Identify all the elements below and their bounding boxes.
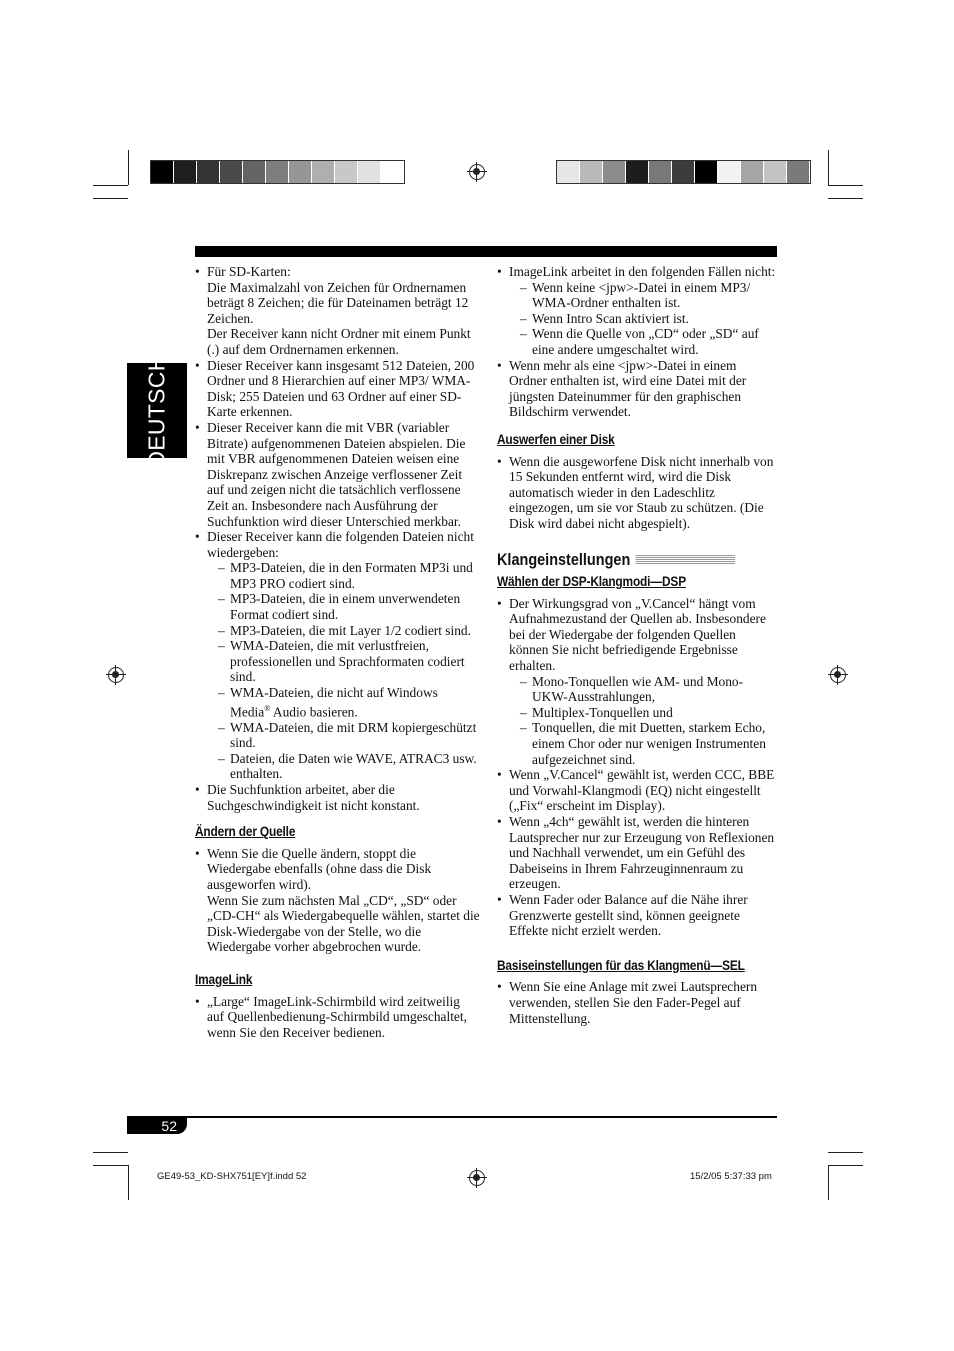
list-item: • Dieser Receiver kann die folgenden Dateien nicht wiedergeben: – MP3-Dateien, die in den Formaten MP3i und MP3 PRO codiert sind. – MP3-Dateien, die in einem unverwendeten Format codiert sind. – MP3-Dateien, die mit Layer 1/2 codiert sind. – WMA-Dateien, die mit verlustfreien, professionellen und Sprachformaten codiert sind. – WMA-Dateien, die nicht auf Windows Media® Audio basieren. – WMA-Dateien, die mit DRM kopiergeschützt sind. – Dateien, die Daten wie WAVE, ATRAC3 usw. enthalten. xyxy=(195,529,480,782)
crop-mark xyxy=(93,1152,128,1153)
footer-timestamp: 15/2/05 5:37:33 pm xyxy=(690,1171,772,1182)
crop-mark xyxy=(128,150,129,185)
section-title-auswerfen: Auswerfen einer Disk xyxy=(497,430,615,447)
list-item: • Für SD-Karten: Die Maximalzahl von Zeichen für Ordnernamen beträgt 8 Zeichen; die für Dateinamen beträgt 12 Zeichen. Der Receiver kann nicht Ordner mit einem Punkt (.) auf dem Ordnernamen erkennen. xyxy=(195,264,480,358)
color-bar-left xyxy=(150,160,405,184)
crop-mark xyxy=(93,1165,128,1166)
list-item: • Wenn Sie eine Anlage mit zwei Lautsprechern verwenden, stellen Sie den Fader-Pegel auf Mittenstellung. xyxy=(497,979,777,1026)
list-item: • Dieser Receiver kann die mit VBR (variabler Bitrate) aufgenommenen Dateien abspielen. Die mit VBR aufgenommenen Dateien weisen eine Diskrepanz zwischen Anzeige verflossener Zeit auf und zeigen nicht die tatsächlich verflossene Zeit an. Insbesondere nach Ausführung der Suchfunktion wird dieser Unterschied merkbar. xyxy=(195,420,480,529)
color-patch xyxy=(312,161,335,183)
sub-list-item: – WMA-Dateien, die nicht auf Windows Media® Audio basieren. xyxy=(207,685,480,720)
color-patch xyxy=(151,161,174,183)
color-patch xyxy=(174,161,197,183)
color-patch xyxy=(266,161,289,183)
heading-stripe xyxy=(635,554,735,564)
section-title-sel: Basiseinstellungen für das Klangmenü—SEL xyxy=(497,956,745,973)
color-patch xyxy=(603,161,626,183)
crop-mark xyxy=(828,185,863,186)
sub-list-item: – MP3-Dateien, die in einem unverwendeten Format codiert sind. xyxy=(207,591,480,622)
color-patch xyxy=(220,161,243,183)
color-patch xyxy=(335,161,358,183)
crop-mark xyxy=(828,1165,863,1166)
section-title-quelle: Ändern der Quelle xyxy=(195,823,296,840)
crop-mark xyxy=(828,198,863,199)
color-patch xyxy=(289,161,312,183)
section-title-klangeinstellungen: Klangeinstellungen xyxy=(497,552,735,568)
color-patch xyxy=(557,161,580,183)
list-item: • Wenn „V.Cancel“ gewählt ist, werden CCC, BBE und Vorwahl-Klangmodi (EQ) nicht eingestellt („Fix“ erscheint im Display). xyxy=(497,767,777,814)
sub-list-item: – Dateien, die Daten wie WAVE, ATRAC3 usw. enthalten. xyxy=(207,751,480,782)
sub-list-item: – MP3-Dateien, die in den Formaten MP3i und MP3 PRO codiert sind. xyxy=(207,560,480,591)
color-patch xyxy=(764,161,787,183)
color-patch xyxy=(741,161,764,183)
crop-mark xyxy=(128,1165,129,1200)
color-patch xyxy=(649,161,672,183)
sub-list-item: – WMA-Dateien, die mit DRM kopiergeschützt sind. xyxy=(207,720,480,751)
list-item: • Wenn „4ch“ gewählt ist, werden die hinteren Lautsprecher nur zur Erzeugung von Reflexionen und Nachhall verwendet, um ein Gefühl des Dabeiseins in Ihrem Fahrzeuginnenraum zu erzeugen. xyxy=(497,814,777,892)
color-patch xyxy=(243,161,266,183)
section-title-dsp: Wählen der DSP-Klangmodi—DSP xyxy=(497,573,686,590)
sub-list-item: – Multiplex-Tonquellen und xyxy=(509,705,777,721)
registration-mark-icon xyxy=(108,667,124,683)
right-column xyxy=(497,264,777,1026)
color-patch xyxy=(626,161,649,183)
crop-mark xyxy=(828,1152,863,1153)
list-item: • Wenn Sie die Quelle ändern, stoppt die Wiedergabe ebenfalls (ohne dass die Disk ausgeworfen wird). Wenn Sie zum nächsten Mal „CD“, „SD“ oder „CD-CH“ als Wiedergabequelle wählen, startet die Disk-Wiedergabe von der Stelle, wo die Wiedergabe vorher abgebrochen wurde. xyxy=(195,846,480,955)
sub-list-item: – Tonquellen, die mit Duetten, starkem Echo, einem Chor oder nur wenigen Instrumenten aufgezeichnet sind. xyxy=(509,720,777,767)
list-item: • „Large“ ImageLink-Schirmbild wird zeitweilig auf Quellenbedienung-Schirmbild umgeschaltet, wenn Sie den Receiver bedienen. xyxy=(195,994,480,1041)
registration-mark-icon xyxy=(469,164,485,180)
crop-mark xyxy=(93,185,128,186)
sub-list-item: – MP3-Dateien, die mit Layer 1/2 codiert sind. xyxy=(207,623,480,639)
top-rule xyxy=(195,246,777,257)
page-number: 52 xyxy=(127,1118,187,1134)
color-patch xyxy=(358,161,381,183)
color-patch xyxy=(197,161,220,183)
footer-file-info: GE49-53_KD-SHX751[EY]f.indd 52 xyxy=(157,1171,307,1182)
sub-list-item: – Wenn die Quelle von „CD“ oder „SD“ auf eine andere umgeschaltet wird. xyxy=(509,326,777,357)
section-title-imagelink: ImageLink xyxy=(195,971,253,987)
left-column xyxy=(195,264,480,1040)
list-item: • Wenn mehr als eine <jpw>-Datei in einem Ordner enthalten ist, wird eine Datei mit der jüngsten Dateinummer für den graphischen Bildschirm verwendet. xyxy=(497,358,777,420)
list-item: • Wenn Fader oder Balance auf die Nähe ihrer Grenzwerte gestellt sind, können geeignete Effekte nicht erzielt werden. xyxy=(497,892,777,939)
registration-mark-icon xyxy=(830,667,846,683)
sub-list-item: – Wenn Intro Scan aktiviert ist. xyxy=(509,311,777,327)
crop-mark xyxy=(828,1165,829,1200)
color-patch xyxy=(381,161,404,183)
color-patch xyxy=(787,161,810,183)
sub-list-item: – Mono-Tonquellen wie AM- und Mono-UKW-Ausstrahlungen, xyxy=(509,674,777,705)
list-item: • Wenn die ausgeworfene Disk nicht innerhalb von 15 Sekunden entfernt wird, wird die Disk automatisch wieder in den Ladeschlitz eingezogen, um sie vor Staub zu schützen. (Die Disk wird dabei nicht abgespielt). xyxy=(497,454,777,532)
registration-mark-icon xyxy=(469,1170,485,1186)
color-patch xyxy=(672,161,695,183)
list-item: • ImageLink arbeitet in den folgenden Fällen nicht: – Wenn keine <jpw>-Datei in einem MP3/ WMA-Ordner enthalten ist. – Wenn Intro Scan aktiviert ist. – Wenn die Quelle von „CD“ oder „SD“ auf eine andere umgeschaltet wird. xyxy=(497,264,777,358)
color-patch xyxy=(718,161,741,183)
sub-list-item: – Wenn keine <jpw>-Datei in einem MP3/ WMA-Ordner enthalten ist. xyxy=(509,280,777,311)
sub-list-item: – WMA-Dateien, die mit verlustfreien, professionellen und Sprachformaten codiert sind. xyxy=(207,638,480,685)
crop-mark xyxy=(828,150,829,185)
color-patch xyxy=(695,161,718,183)
list-item: • Dieser Receiver kann insgesamt 512 Dateien, 200 Ordner und 8 Hierarchien auf einer MP3/ WMA-Disk; 255 Dateien und 63 Ordner auf einer SD-Karte erkennen. xyxy=(195,358,480,420)
color-patch xyxy=(580,161,603,183)
list-item: • Die Suchfunktion arbeitet, aber die Suchgeschwindigkeit ist nicht konstant. xyxy=(195,782,480,813)
language-tab: DEUTSCH xyxy=(127,363,187,458)
list-item: • Der Wirkungsgrad von „V.Cancel“ hängt vom Aufnahmezustand der Quellen ab. Insbesondere bei der Wiedergabe der folgenden Quellen können Sie nicht befriedigende Ergebnisse erhalten. – Mono-Tonquellen wie AM- und Mono-UKW-Ausstrahlungen, – Multiplex-Tonquellen und – Tonquellen, die mit Duetten, starkem Echo, einem Chor oder nur wenigen Instrumenten aufgezeichnet sind. xyxy=(497,596,777,768)
crop-mark xyxy=(93,198,128,199)
bottom-rule xyxy=(127,1116,777,1118)
color-bar-right xyxy=(556,160,811,184)
